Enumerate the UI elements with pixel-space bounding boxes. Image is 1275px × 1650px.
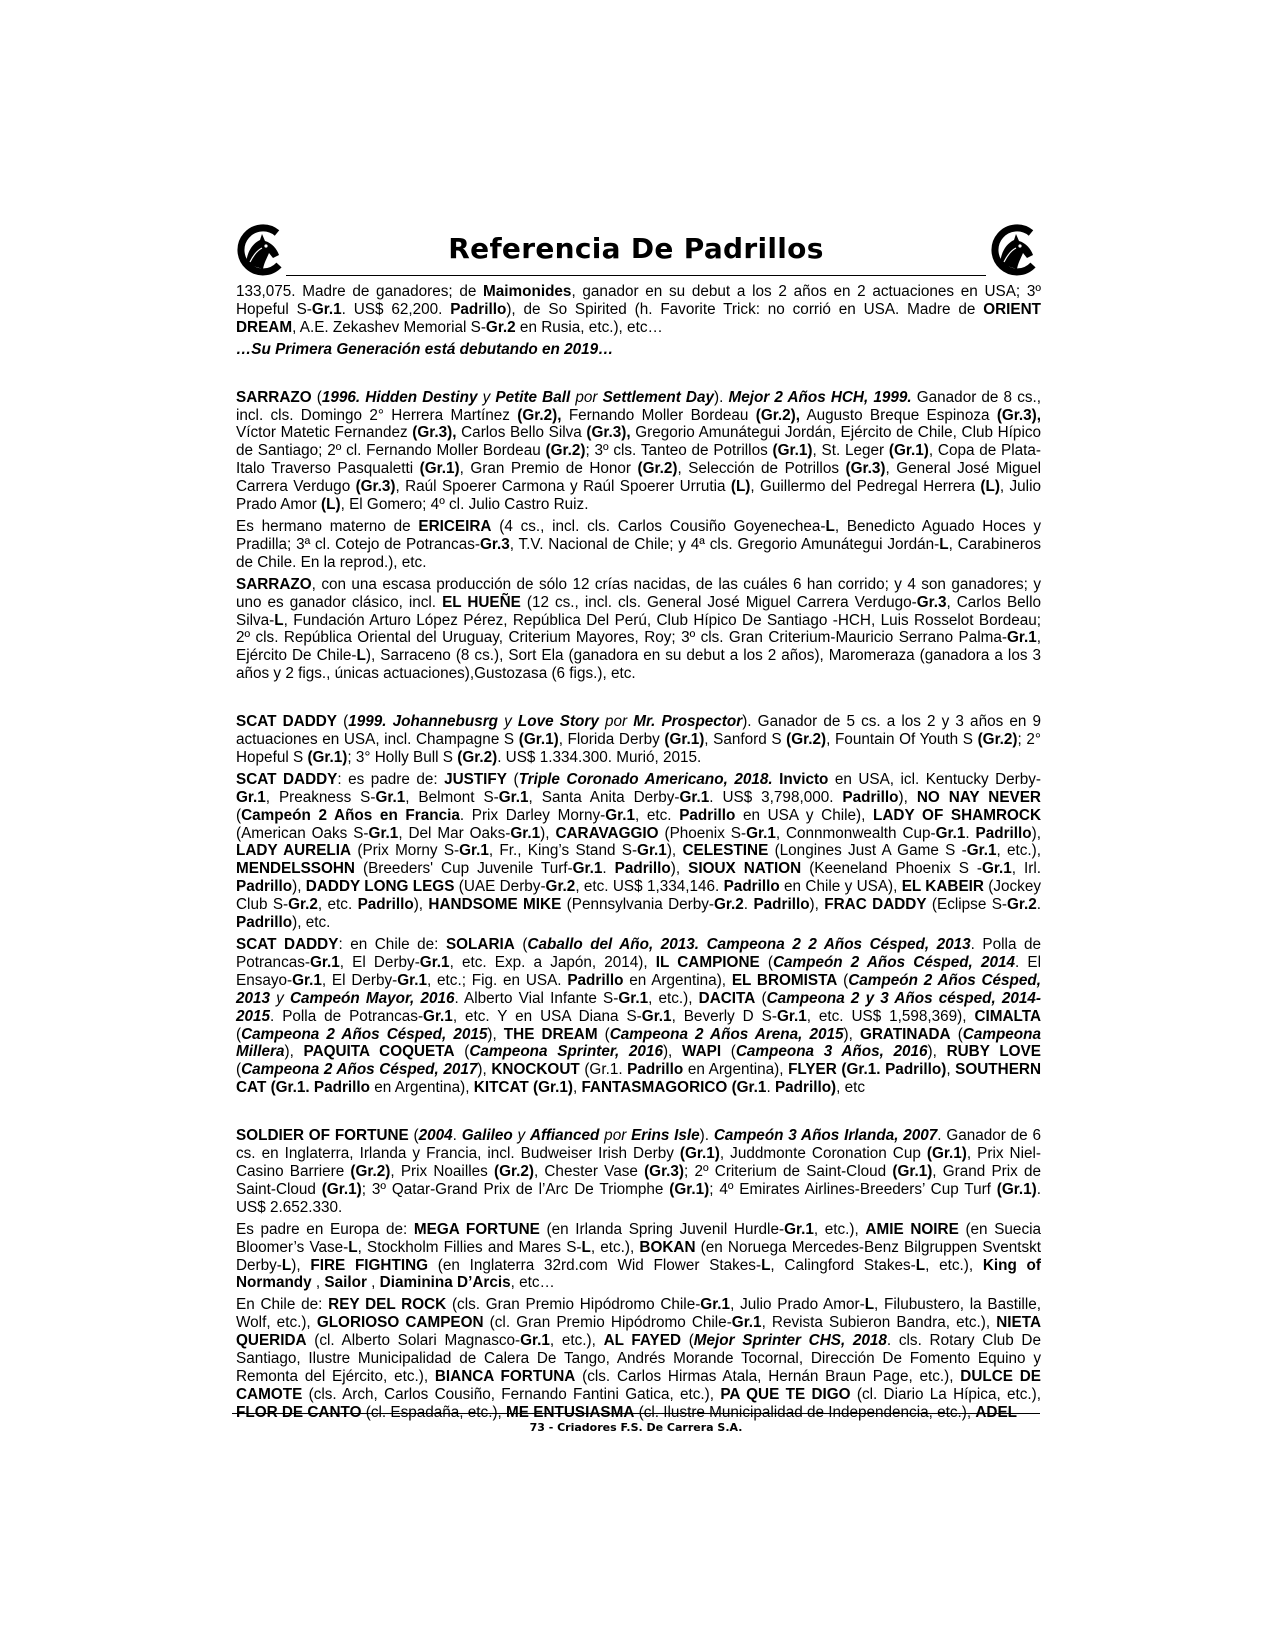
footer-divider	[232, 1413, 1040, 1414]
intro-note: …Su Primera Generación está debutando en 2019…	[236, 340, 614, 358]
entry-summary: SCAT DADDY (1999. Johannebusrg y Love Story por Mr. Prospector). Ganador de 5 cs. a los 2 y 3 años en 9 actuaciones en USA, incl. Champagne S (Gr.1), Florida Derby (Gr.1), Sanford S (Gr.2), Fountain Of Youth S (Gr.2); 2° Hopeful S (Gr.1); 3° Holly Bull S (Gr.2). US$ 1.334.300. Murió, 2015.	[236, 713, 1042, 766]
stallion-entry-soldier-of-fortune	[236, 1127, 1041, 1422]
horse-head-logo-icon	[986, 224, 1040, 278]
document-body	[236, 283, 1042, 1421]
entry-paragraph: Es padre en Europa de: MEGA FORTUNE (en Irlanda Spring Juvenil Hurdle-Gr.1, etc.), AMIE NOIRE (en Suecia Bloomer’s Vase-L, Stockholm Fillies and Mares S-L, etc.), BOKAN (en Noruega Mercedes-Benz Bilgruppen Sventskt Derby-L), FIRE FIGHTING (en Inglaterra 32rd.com Wid Flower Stakes-L, Calingford Stakes-L, etc.), King of Normandy , Sailor , Diaminina D’Arcis, etc…	[236, 1220, 1042, 1292]
stallion-entry-scat-daddy	[236, 713, 1041, 1097]
entry-paragraph: Es hermano materno de ERICEIRA (4 cs., incl. cls. Carlos Cousiño Goyenechea-L, Benedicto Aguado Hoces y Pradilla; 3ª cl. Cotejo de Potrancas-Gr.3, T.V. Nacional de Chile; y 4ª cls. Gregorio Amunátegui Jordán-L, Carabineros de Chile. En la reprod.), etc.	[236, 517, 1042, 571]
intro-paragraph: 133,075. Madre de ganadores; de Maimonides, ganador en su debut a los 2 años en 2 actuaciones en USA; 3º Hopeful S-Gr.1. US$ 62,200. Padrillo), de So Spirited (h. Favorite Trick: no corrió en USA. Madre de ORIENT DREAM, A.E. Zekashev Memorial S-Gr.2 en Rusia, etc.), etc…	[236, 283, 1042, 336]
intro-section	[236, 283, 1041, 359]
entry-paragraph: En Chile de: REY DEL ROCK (cls. Gran Premio Hipódromo Chile-Gr.1, Julio Prado Amor-L, Filubustero, la Bastille, Wolf, etc.), GLORIOSO CAMPEON (cl. Gran Premio Hipódromo Chile-Gr.1, Revista Subieron Bandra, etc.), NIETA QUERIDA (cl. Alberto Solari Magnasco-Gr.1, etc.), AL FAYED (Mejor Sprinter CHS, 2018. cls. Rotary Club De Santiago, Ilustre Municipalidad de Calera De Tango, Andrés Morande Tocornal, Dirección De Fomento Equino y Remonta del Ejército, etc.), BIANCA FORTUNA (cls. Carlos Hirmas Atala, Hernán Braun Page, etc.), DULCE DE CAMOTE (cls. Arch, Carlos Cousiño, Fernando Fantini Gatica, etc.), PA QUE TE DIGO (cl. Diario La Hípica, etc.), FLOR DE CANTO (cl. Espadaña, etc.), ME ENTUSIASMA (cl. Ilustre Municipalidad de Independencia, etc.), ADEL	[236, 1296, 1041, 1421]
entry-summary: SARRAZO (1996. Hidden Destiny y Petite Ball por Settlement Day). Mejor 2 Años HCH, 1999. Ganador de 8 cs., incl. cls. Domingo 2° Herrera Martínez (Gr.2), Fernando Moller Bordeau (Gr.2), Augusto Breque Espinoza (Gr.3), Víctor Matetic Fernandez (Gr.3), Carlos Bello Silva (Gr.3), Gregorio Amunátegui Jordán, Ejército de Chile, Club Hípico de Santiago; 2º cl. Fernando Moller Bordeau (Gr.2); 3º cls. Tanteo de Potrillos (Gr.1), St. Leger (Gr.1), Copa de Plata-Italo Traverso Pasqualetti (Gr.1), Gran Premio de Honor (Gr.2), Selección de Potrillos (Gr.3), General José Miguel Carrera Verdugo (Gr.3), Raúl Spoerer Carmona y Raúl Spoerer Urrutia (L), Guillermo del Pedregal Herrera (L), Julio Prado Amor (L), El Gomero; 4º cl. Julio Castro Ruiz.	[236, 388, 1042, 514]
entry-paragraph: SCAT DADDY: es padre de: JUSTIFY (Triple Coronado Americano, 2018. Invicto en USA, icl. Kentucky Derby-Gr.1, Preakness S-Gr.1, Belmont S-Gr.1, Santa Anita Derby-Gr.1. US$ 3,798,000. Padrillo), NO NAY NEVER (Campeón 2 Años en Francia. Prix Darley Morny-Gr.1, etc. Padrillo en USA y Chile), LADY OF SHAMROCK (American Oaks S-Gr.1, Del Mar Oaks-Gr.1), CARAVAGGIO (Phoenix S-Gr.1, Connmonwealth Cup-Gr.1. Padrillo), LADY AURELIA (Prix Morny S-Gr.1, Fr., King’s Stand S-Gr.1), CELESTINE (Longines Just A Game S -Gr.1, etc.), MENDELSSOHN (Breeders' Cup Juvenile Turf-Gr.1. Padrillo), SIOUX NATION (Keeneland Phoenix S -Gr.1, Irl. Padrillo), DADDY LONG LEGS (UAE Derby-Gr.2, etc. US$ 1,334,146. Padrillo en Chile y USA), EL KABEIR (Jockey Club S-Gr.2, etc. Padrillo), HANDSOME MIKE (Pennsylvania Derby-Gr.2. Padrillo), FRAC DADDY (Eclipse S-Gr.2. Padrillo), etc.	[236, 770, 1042, 932]
section-spacer	[236, 1101, 1041, 1127]
page-footer: 73 - Criadores F.S. De Carrera S.A.	[529, 1421, 743, 1434]
page-header	[232, 218, 1040, 276]
entry-summary: SOLDIER OF FORTUNE (2004. Galileo y Affianced por Erins Isle). Campeón 3 Años Irlanda, 2007. Ganador de 6 cs. en Inglaterra, Irlanda y Francia, incl. Budweiser Irish Derby (Gr.1), Juddmonte Coronation Cup (Gr.1), Prix Niel-Casino Barriere (Gr.2), Prix Noailles (Gr.2), Chester Vase (Gr.3); 2º Criterium de Saint-Cloud (Gr.1), Grand Prix de Saint-Cloud (Gr.1); 3º Qatar-Grand Prix de l’Arc De Triomphe (Gr.1); 4º Emirates Airlines-Breeders’ Cup Turf (Gr.1). US$ 2.652.330.	[236, 1127, 1042, 1216]
page-title: Referencia De Padrillos	[448, 232, 824, 265]
entry-paragraph: SARRAZO, con una escasa producción de sólo 12 crías nacidas, de las cuáles 6 han corrido; y 4 son ganadores; y uno es ganador clásico, incl. EL HUEÑE (12 cs., incl. cls. General José Miguel Carrera Verdugo-Gr.3, Carlos Bello Silva-L, Fundación Arturo López Pérez, República Del Perú, Club Hípico De Santiago -HCH, Luis Rosselot Bordeau; 2º cls. República Oriental del Uruguay, Criterium Mayores, Roy; 3º cls. Gran Criterium-Mauricio Serrano Palma-Gr.1, Ejército De Chile-L), Sarraceno (8 cs.), Sort Ela (ganadora en su debut a los 2 años), Maromeraza (ganadora a los 3 años y 2 figs., únicas actuaciones),Gustozasa (6 figs.), etc.	[236, 575, 1041, 683]
horse-head-logo-icon	[232, 224, 286, 278]
header-divider	[286, 275, 986, 276]
section-spacer	[236, 363, 1041, 389]
stallion-entry-sarrazo	[236, 389, 1041, 684]
section-spacer	[236, 687, 1041, 713]
entry-paragraph: SCAT DADDY: en Chile de: SOLARIA (Caballo del Año, 2013. Campeona 2 2 Años Césped, 2013. Polla de Potrancas-Gr.1, El Derby-Gr.1, etc. Exp. a Japón, 2014), IL CAMPIONE (Campeón 2 Años Césped, 2014. El Ensayo-Gr.1, El Derby-Gr.1, etc.; Fig. en USA. Padrillo en Argentina), EL BROMISTA (Campeón 2 Años Césped, 2013 y Campeón Mayor, 2016. Alberto Vial Infante S-Gr.1, etc.), DACITA (Campeona 2 y 3 Años césped, 2014-2015. Polla de Potrancas-Gr.1, etc. Y en USA Diana S-Gr.1, Beverly D S-Gr.1, etc. US$ 1,598,369), CIMALTA (Campeona 2 Años Césped, 2015), THE DREAM (Campeona 2 Años Arena, 2015), GRATINADA (Campeona Millera), PAQUITA COQUETA (Campeona Sprinter, 2016), WAPI (Campeona 3 Años, 2016), RUBY LOVE (Campeona 2 Años Césped, 2017), KNOCKOUT (Gr.1. Padrillo en Argentina), FLYER (Gr.1. Padrillo), SOUTHERN CAT (Gr.1. Padrillo en Argentina), KITCAT (Gr.1), FANTASMAGORICO (Gr.1. Padrillo), etc	[236, 936, 1042, 1097]
